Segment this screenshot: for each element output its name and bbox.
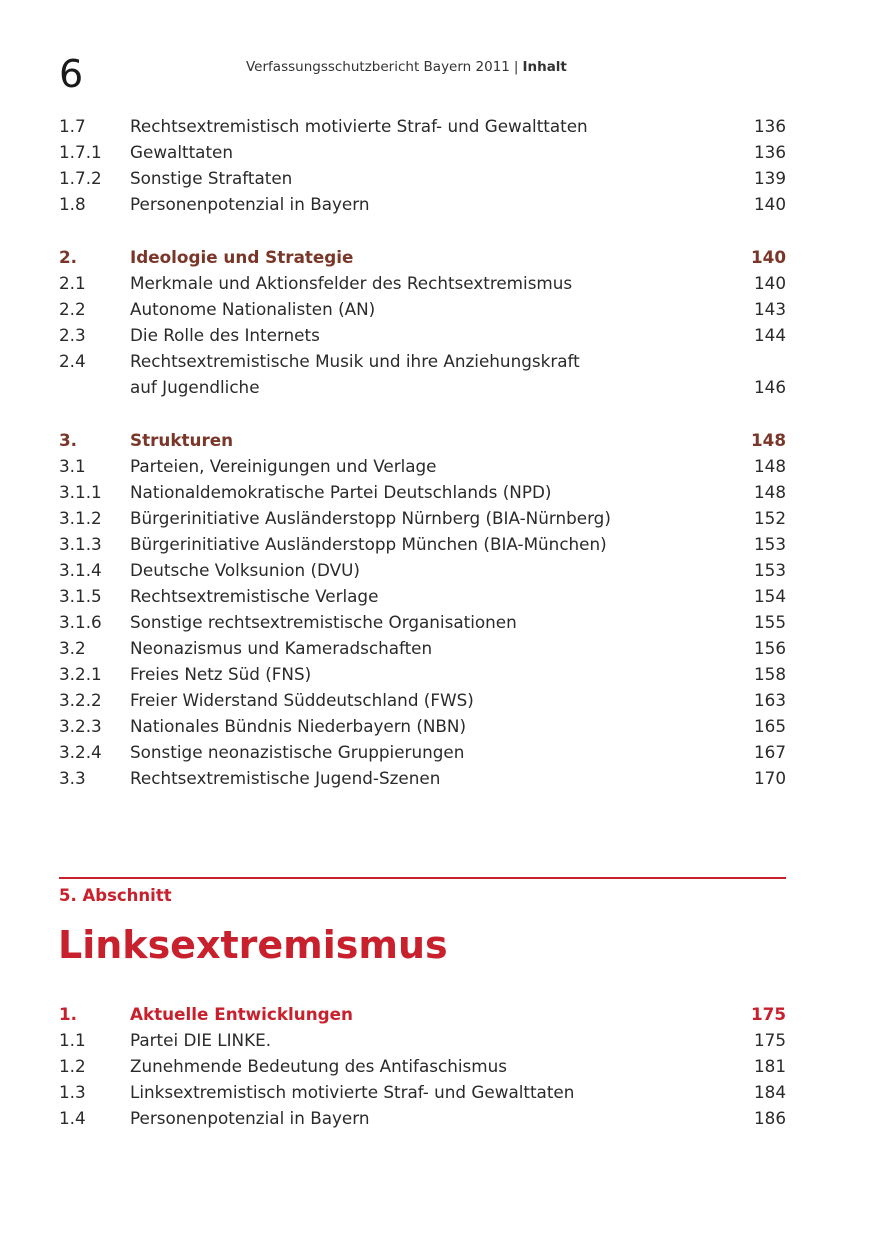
toc-entry: [59, 296, 786, 322]
toc-entry-number: 3.1.2: [59, 508, 102, 528]
toc-entry-number: 3.2.4: [59, 742, 102, 762]
toc-entry: [59, 557, 786, 583]
toc-entry-title: Rechtsextremistische Musik und ihre Anziehungskraft: [130, 351, 580, 371]
toc-entry-title: Personenpotenzial in Bayern: [130, 194, 370, 214]
toc-entry-page: 153: [753, 560, 786, 580]
toc-entry-number: 1.4: [59, 1108, 86, 1128]
toc-entry: [59, 1027, 786, 1053]
toc-chapter-heading: [59, 244, 786, 270]
toc-entry-page: 140: [753, 273, 786, 293]
toc-entry: [59, 479, 786, 505]
toc-entry-title: Sonstige Straftaten: [130, 168, 293, 188]
toc-chapter-title: Ideologie und Strategie: [130, 247, 354, 267]
toc-entry-number: 1.8: [59, 194, 86, 214]
toc-entry-page: 148: [753, 482, 786, 502]
running-head: [246, 58, 567, 76]
toc-entry: [59, 1079, 786, 1105]
toc-entry-title: Gewalttaten: [130, 142, 233, 162]
toc-chapter-title: Aktuelle Entwicklungen: [130, 1004, 354, 1024]
toc-entry-page: 175: [753, 1030, 786, 1050]
toc-entry-number: 2.3: [59, 325, 86, 345]
toc-chapter-page: 148: [750, 430, 786, 450]
toc-entry: [59, 505, 786, 531]
section-label: 5. Abschnitt: [59, 886, 172, 905]
section-divider: [59, 877, 786, 879]
toc-entry-page: 152: [753, 508, 786, 528]
toc-entry-title: Rechtsextremistisch motivierte Straf- und Gewalttaten: [130, 116, 588, 136]
toc-entry-title: Zunehmende Bedeutung des Antifaschismus: [130, 1056, 507, 1076]
toc-entry-title: Neonazismus und Kameradschaften: [130, 638, 433, 658]
toc-entry-number: 1.7: [59, 116, 86, 136]
toc-entry-number: 1.2: [59, 1056, 86, 1076]
toc-entry-title: Bürgerinitiative Ausländerstopp Nürnberg (BIA-Nürnberg): [130, 508, 611, 528]
toc-chapter-number: 2.: [59, 247, 78, 267]
toc-entry-title: Partei DIE LINKE.: [130, 1030, 272, 1050]
toc-entry-page: 186: [753, 1108, 786, 1128]
toc-entry-title: Personenpotenzial in Bayern: [130, 1108, 370, 1128]
toc-entry: [59, 270, 786, 296]
toc-entry: [59, 1105, 786, 1131]
toc-entry: [59, 453, 786, 479]
toc-entry-page: 144: [753, 325, 786, 345]
toc-entry-title: Bürgerinitiative Ausländerstopp München (BIA-München): [130, 534, 607, 554]
toc-entry-page: 184: [753, 1082, 786, 1102]
publication-title: Verfassungsschutzbericht Bayern 2011: [246, 59, 510, 75]
toc-entry: [59, 739, 786, 765]
spacer: [59, 400, 786, 427]
toc-entry: [59, 713, 786, 739]
toc-entry-number: 3.1.5: [59, 586, 102, 606]
toc-entry: [59, 191, 786, 217]
toc-entry-page: 158: [753, 664, 786, 684]
toc-entry-title: Rechtsextremistische Verlage: [130, 586, 379, 606]
toc-entry-number: 3.3: [59, 768, 86, 788]
toc-chapter-title: Strukturen: [130, 430, 234, 450]
toc-entry-number: 1.1: [59, 1030, 86, 1050]
toc-entry-page: 156: [753, 638, 786, 658]
toc-entry-number: 3.1.6: [59, 612, 102, 632]
toc-chapter-number: 3.: [59, 430, 78, 450]
toc-entry-page: 136: [753, 142, 786, 162]
toc-entry: [59, 765, 786, 791]
toc-linksextremismus: [59, 1001, 786, 1131]
toc-entry-continuation: [59, 374, 786, 400]
toc-entry-page: 146: [753, 377, 786, 397]
toc-entry-title: Sonstige rechtsextremistische Organisationen: [130, 612, 517, 632]
toc-entry-page: 167: [753, 742, 786, 762]
toc-entry: [59, 687, 786, 713]
toc-chapter-page: 175: [750, 1004, 786, 1024]
running-head-section: Inhalt: [522, 59, 567, 75]
toc-entry-title: Merkmale und Aktionsfelder des Rechtsextremismus: [130, 273, 573, 293]
toc-entry-title: Freies Netz Süd (FNS): [130, 664, 312, 684]
toc-entry-page: 148: [753, 456, 786, 476]
toc-entry-number: 3.2: [59, 638, 86, 658]
toc-entry-title: auf Jugendliche: [130, 377, 260, 397]
toc-rechtsextremismus: [59, 113, 786, 791]
toc-entry: [59, 583, 786, 609]
section-title: Linksextremismus: [58, 923, 448, 967]
toc-entry-title: Rechtsextremistische Jugend-Szenen: [130, 768, 441, 788]
toc-entry-number: 1.3: [59, 1082, 86, 1102]
spacer: [59, 217, 786, 244]
toc-entry-page: 165: [753, 716, 786, 736]
toc-entry: [59, 531, 786, 557]
toc-entry-number: 3.2.2: [59, 690, 102, 710]
toc-entry: [59, 139, 786, 165]
toc-entry-number: 1.7.1: [59, 142, 102, 162]
toc-entry-number: 2.2: [59, 299, 86, 319]
toc-entry-title: Die Rolle des Internets: [130, 325, 320, 345]
toc-chapter-heading: [59, 1001, 786, 1027]
toc-entry-title: Nationales Bündnis Niederbayern (NBN): [130, 716, 467, 736]
toc-entry-number: 2.4: [59, 351, 86, 371]
page-number: 6: [59, 52, 84, 96]
toc-entry-title: Deutsche Volksunion (DVU): [130, 560, 360, 580]
toc-entry-page: 181: [753, 1056, 786, 1076]
toc-entry: [59, 635, 786, 661]
toc-entry-title: Autonome Nationalisten (AN): [130, 299, 376, 319]
toc-entry-number: 3.1.1: [59, 482, 102, 502]
toc-entry-number: 3.1.4: [59, 560, 102, 580]
toc-entry-page: 136: [753, 116, 786, 136]
toc-entry-page: 154: [753, 586, 786, 606]
toc-entry-title: Parteien, Vereinigungen und Verlage: [130, 456, 437, 476]
toc-entry-title: Nationaldemokratische Partei Deutschlands (NPD): [130, 482, 552, 502]
toc-chapter-number: 1.: [59, 1004, 78, 1024]
toc-entry-page: 139: [753, 168, 786, 188]
toc-entry-title: Sonstige neonazistische Gruppierungen: [130, 742, 465, 762]
toc-entry: [59, 348, 786, 374]
toc-entry-page: 163: [753, 690, 786, 710]
toc-entry-number: 3.2.3: [59, 716, 102, 736]
toc-entry: [59, 165, 786, 191]
toc-entry-number: 3.1: [59, 456, 86, 476]
toc-chapter-page: 140: [750, 247, 786, 267]
toc-entry: [59, 1053, 786, 1079]
toc-entry-page: 170: [753, 768, 786, 788]
toc-entry-page: 153: [753, 534, 786, 554]
toc-entry: [59, 113, 786, 139]
toc-entry-number: 2.1: [59, 273, 86, 293]
toc-chapter-heading: [59, 427, 786, 453]
toc-entry-number: 3.1.3: [59, 534, 102, 554]
toc-entry-page: 140: [753, 194, 786, 214]
toc-entry-title: Freier Widerstand Süddeutschland (FWS): [130, 690, 474, 710]
toc-entry-number: 3.2.1: [59, 664, 102, 684]
toc-entry-number: 1.7.2: [59, 168, 102, 188]
separator: |: [513, 59, 519, 75]
toc-entry: [59, 609, 786, 635]
toc-entry: [59, 661, 786, 687]
toc-entry: [59, 322, 786, 348]
toc-entry-page: 155: [753, 612, 786, 632]
toc-entry-title: Linksextremistisch motivierte Straf- und Gewalttaten: [130, 1082, 575, 1102]
toc-entry-page: 143: [753, 299, 786, 319]
